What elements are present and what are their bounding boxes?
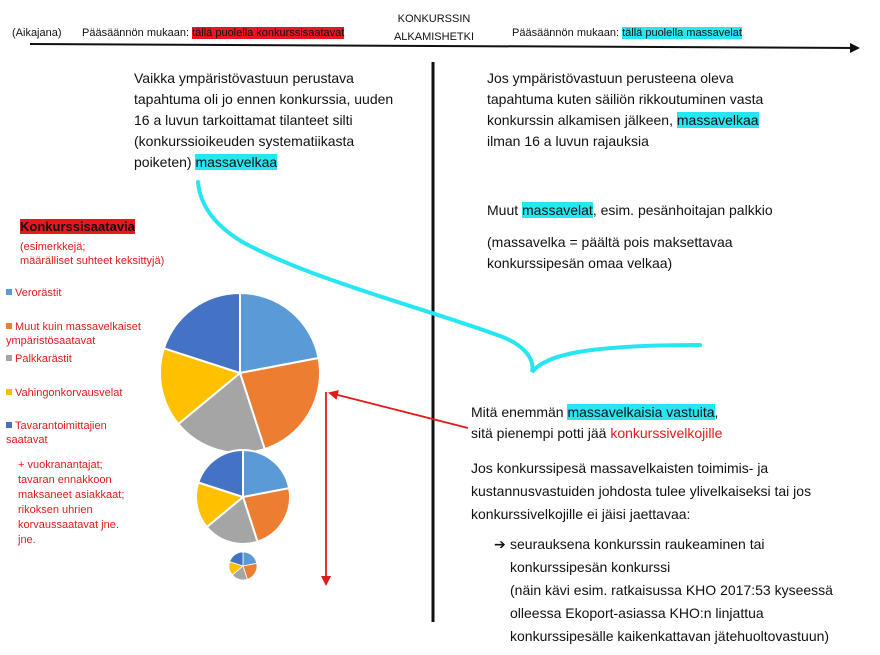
other-debts-suffix: , esim. pesänhoitajan palkkio (592, 202, 773, 218)
other-debts-highlight: massavelat (522, 202, 593, 218)
legend-extra-note (18, 458, 124, 548)
timeline-left-highlight: tällä puolella konkurssisaatavat (192, 27, 345, 39)
statement-line-1 (471, 402, 722, 423)
left-line-3: 16 a luvun tarkoittamat tilanteet silti (134, 112, 353, 128)
right-line-3 (487, 110, 847, 131)
statement-line-1-prefix: Mitä enemmän (471, 404, 568, 420)
legend-subtitle-2: määrälliset suhteet keksittyjä) (20, 255, 165, 267)
paragraph-line-2: kustannusvastuiden johdosta tulee ylivelkaiseksi tai jos (471, 483, 812, 499)
right-line-2: tapahtuma kuten säiliön rikkoutuminen vasta (487, 91, 764, 107)
statement-line-2-prefix: sitä pienempi potti jää (471, 425, 611, 441)
consequence-line-2: konkurssipesän konkurssi (510, 559, 671, 575)
legend-title-wrap (20, 219, 135, 235)
consequence-line-1 (494, 533, 833, 556)
consequence-block (494, 533, 833, 648)
timeline-right-highlight: tällä puolella massavelat (622, 27, 742, 39)
left-line-1: Vaikka ympäristövastuun perustava (134, 70, 354, 86)
left-text-block (134, 68, 414, 173)
left-line-5 (134, 152, 414, 173)
right-line-3-prefix: konkurssin alkamisen jälkeen, (487, 112, 677, 128)
legend-subtitle (20, 240, 164, 268)
legend-label: Tavarantoimittajien saatavat (6, 420, 107, 446)
right-line-4: ilman 16 a luvun rajauksia (487, 133, 649, 149)
legend-swatch (6, 389, 12, 395)
legend-label: Verorästit (15, 287, 62, 299)
paragraph-line-3: konkurssivelkojille ei jäisi jaettavaa: (471, 506, 691, 522)
extra-line-1: + vuokranantajat; (18, 459, 103, 471)
statement (471, 402, 722, 444)
legend-swatch (6, 289, 12, 295)
statement-red-text: konkurssivelkojille (610, 425, 723, 441)
paragraph-line-1: Jos konkurssipesä massavelkaisten toimimis- ja (471, 460, 769, 476)
consequence-line-3: (näin kävi esim. ratkaisussa KHO 2017:53 kyseessä (510, 582, 833, 598)
timeline-arrow (30, 44, 858, 48)
timeline-left-prefix: Pääsäännön mukaan: (82, 27, 193, 39)
legend-swatch (6, 422, 12, 428)
legend-label: Muut kuin massavelkaiset ympäristösaatavat (6, 321, 141, 347)
statement-line-1-suffix: , (714, 404, 719, 420)
extra-line-2: tavaran ennakkoon (18, 474, 112, 486)
legend-label: Vahingonkorvausvelat (15, 387, 123, 399)
right-line-3-highlight: massavelkaa (676, 112, 759, 128)
extra-line-6: jne. (18, 534, 36, 546)
extra-line-4: rikoksen uhrien (18, 504, 93, 516)
consequence-text-1: seurauksena konkurssin raukeaminen tai (510, 536, 765, 552)
legend-item-palkkarastit (6, 352, 156, 366)
legend-label: Palkkarästit (15, 353, 72, 365)
legend-swatch (6, 323, 12, 329)
extra-line-3: maksaneet asiakkaat; (18, 489, 125, 501)
consequence-line-4: olleessa Ekoport-asiassa KHO:n linjattua (510, 605, 764, 621)
definition-line-1: (massavelka = päältä pois maksettavaa (487, 234, 733, 250)
statement-highlight: massavelkaisia vastuita (567, 404, 715, 420)
left-line-2: tapahtuma oli jo ennen konkurssia, uuden (134, 91, 394, 107)
overindebtedness-paragraph (471, 457, 811, 526)
legend-swatch (6, 355, 12, 361)
arrow-bullet-icon: ➔ (494, 536, 506, 552)
pie-charts (160, 293, 320, 580)
left-line-4: (konkurssioikeuden systematiikasta (134, 133, 355, 149)
legend-item-verorastit (6, 286, 156, 300)
consequence-line-5: konkurssipesälle kaikenkattavan jätehuoltovastuun) (510, 628, 830, 644)
left-line-5-highlight: massavelkaa (195, 154, 278, 170)
statement-line-2 (471, 423, 722, 444)
mass-debt-definition (487, 232, 733, 274)
other-debts-prefix: Muut (487, 202, 523, 218)
legend-subtitle-1: (esimerkkejä; (20, 241, 86, 253)
legend-item-ymparistosaatavat (6, 320, 146, 348)
center-label-line2: ALKAMISHETKI (393, 31, 475, 43)
left-line-5-prefix: poiketen) (134, 154, 196, 170)
definition-line-2: konkurssipesän omaa velkaa) (487, 255, 673, 271)
legend-item-vahingonkorvausvelat (6, 386, 156, 400)
red-arrow-to-pie (330, 393, 468, 428)
timeline-label: (Aikajana) (12, 27, 62, 39)
timeline-right-prefix: Pääsäännön mukaan: (512, 27, 623, 39)
right-line-1: Jos ympäristövastuun perusteena oleva (487, 70, 734, 86)
legend-title: Konkurssisaatavia (20, 219, 135, 234)
legend-item-tavarantoimittajat (6, 419, 116, 447)
center-label-line1: KONKURSSIN (397, 13, 471, 25)
extra-line-5: korvaussaatavat jne. (18, 519, 119, 531)
other-mass-debts (487, 200, 773, 221)
right-text-block (487, 68, 847, 152)
